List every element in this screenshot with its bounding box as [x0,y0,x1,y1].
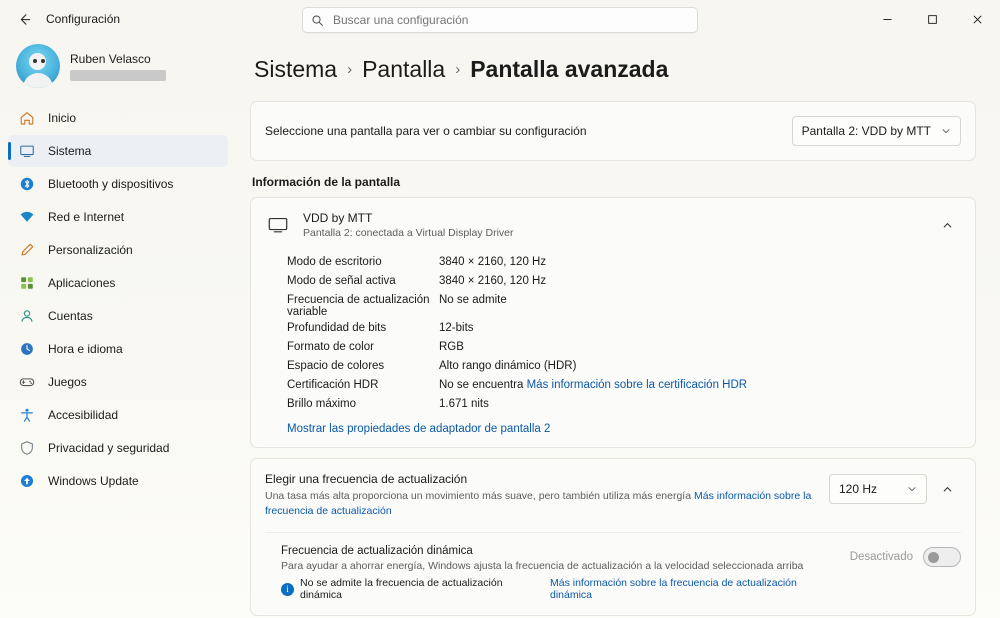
account-email-masked [70,70,166,81]
apps-icon [18,274,36,292]
sidebar-item-label: Inicio [48,111,77,125]
sidebar-item-label: Accesibilidad [48,408,119,422]
detail-value: 3840 × 2160, 120 Hz [439,256,547,268]
window-controls [865,0,1000,38]
display-info-header[interactable] [251,198,975,252]
refresh-rate-learn-more-link[interactable]: Más información sobre la frecuencia de actualización [265,490,812,518]
sidebar-item-privacidad[interactable] [8,432,228,464]
dynamic-refresh-learn-more-link[interactable]: Más información sobre la frecuencia de actualización dinámica [549,577,797,602]
sidebar-item-aplicaciones[interactable] [8,267,228,299]
refresh-rate-row [251,459,975,532]
sidebar-item-label: Privacidad y seguridad [48,441,170,455]
chevron-down-icon [907,484,917,494]
sidebar-item-cuentas[interactable] [8,300,228,332]
sidebar-item-label: Aplicaciones [48,276,116,290]
close-icon [972,14,983,25]
monitor-icon [265,212,291,238]
dynamic-refresh-description: Para ayudar a ahorrar energía, Windows ajusta la frecuencia de actualización a la velocidad seleccionada arriba [281,560,804,573]
dynamic-refresh-toggle[interactable] [923,547,961,567]
arrow-left-icon [17,12,32,27]
detail-row [287,273,961,292]
sidebar-item-label: Windows Update [48,474,139,488]
sidebar-item-label: Cuentas [48,309,93,323]
detail-key: Certificación HDR [287,379,379,391]
dynamic-refresh-rate-row [251,533,975,615]
breadcrumb [250,56,976,83]
sidebar-item-sistema[interactable] [8,135,228,167]
breadcrumb-sistema[interactable]: Sistema [254,56,338,82]
detail-row [287,254,961,273]
sidebar-item-red[interactable] [8,201,228,233]
display-info-details [251,252,975,447]
display-selector-dropdown[interactable] [792,116,961,146]
detail-value: 12-bits [439,322,474,334]
account-name: Ruben Velasco [70,51,151,66]
app-title: Configuración [46,12,121,26]
hdr-certification-link[interactable]: Más información sobre la certificación HDR [526,379,748,391]
page-title: Pantalla avanzada [470,56,669,82]
breadcrumb-separator-icon: › [347,61,353,78]
avatar [16,44,60,88]
detail-key: Modo de escritorio [287,256,382,268]
detail-row [287,358,961,377]
display-selector-value: Pantalla 2: VDD by MTT [801,124,931,138]
detail-key: Formato de color [287,341,374,353]
title-bar [0,0,1000,38]
detail-row [287,320,961,339]
detail-key: Modo de señal activa [287,275,396,287]
display-info-collapse-button[interactable] [933,211,961,239]
sidebar-item-inicio[interactable] [8,102,228,134]
sidebar-item-label: Juegos [48,375,87,389]
display-info-section-title: Información de la pantalla [252,175,401,189]
refresh-rate-title: Elegir una frecuencia de actualización [265,472,468,486]
detail-value: 1.671 nits [439,398,489,410]
adapter-properties-link[interactable]: Mostrar las propiedades de adaptador de pantalla 2 [287,423,551,435]
account-profile[interactable] [8,38,228,102]
detail-value: No se encuentra [439,379,524,391]
gamepad-icon [18,373,36,391]
detail-key: Profundidad de bits [287,322,387,334]
account-icon [18,307,36,325]
detail-row [287,396,961,415]
content-pane [236,38,1000,618]
sidebar-item-bluetooth[interactable] [8,168,228,200]
sidebar-item-juegos[interactable] [8,366,228,398]
sidebar-item-label: Red e Internet [48,210,125,224]
refresh-rate-collapse-button[interactable] [933,475,961,503]
bluetooth-icon [18,175,36,193]
sidebar-item-accesibilidad[interactable] [8,399,228,431]
detail-row [287,292,961,320]
maximize-icon [927,14,938,25]
sidebar-item-label: Hora e idioma [48,342,123,356]
detail-row-hdr [287,377,961,396]
select-display-card [250,101,976,161]
search-box[interactable] [302,7,698,33]
refresh-rate-value: 120 Hz [839,482,878,496]
update-icon [18,472,36,490]
detail-key: Brillo máximo [287,398,357,410]
refresh-rate-card [250,458,976,616]
system-icon [18,142,36,160]
breadcrumb-separator-icon: › [455,61,461,78]
detail-value: 3840 × 2160, 120 Hz [439,275,547,287]
chevron-up-icon [942,220,953,231]
chevron-down-icon [941,126,951,136]
select-display-label: Seleccione una pantalla para ver o cambiar su configuración [265,124,587,138]
breadcrumb-pantalla[interactable]: Pantalla [362,56,446,82]
detail-row [287,339,961,358]
sidebar-item-label: Sistema [48,144,92,158]
dynamic-refresh-note: No se admite la frecuencia de actualización dinámica [300,577,503,602]
network-icon [18,208,36,226]
chevron-up-icon [942,484,953,495]
detail-value: RGB [439,341,464,353]
sidebar-item-windows-update[interactable] [8,465,228,497]
dynamic-refresh-title: Frecuencia de actualización dinámica [281,545,473,558]
minimize-button[interactable] [865,0,910,38]
display-info-card [250,197,976,448]
clock-icon [18,340,36,358]
refresh-rate-dropdown[interactable] [829,474,927,504]
refresh-rate-description: Una tasa más alta proporciona un movimiento más suave, pero también utiliza más energía [265,490,692,502]
info-icon: i [281,583,294,596]
sidebar-item-label: Personalización [48,243,133,257]
sidebar-nav [8,102,228,497]
brush-icon [18,241,36,259]
back-button[interactable] [8,3,40,35]
window-body [0,38,1000,618]
maximize-button[interactable] [910,0,955,38]
detail-value: Alto rango dinámico (HDR) [439,360,577,372]
detail-key: Frecuencia de actualización variable [287,294,430,318]
sidebar-item-hora[interactable] [8,333,228,365]
search-icon [311,14,324,27]
sidebar-item-personalizacion[interactable] [8,234,228,266]
dynamic-refresh-toggle-label: Desactivado [849,551,913,564]
search-input[interactable] [331,12,689,28]
display-device-subtitle: Pantalla 2: conectada a Virtual Display Driver [303,227,514,239]
close-button[interactable] [955,0,1000,38]
shield-icon [18,439,36,457]
home-icon [18,109,36,127]
accessibility-icon [18,406,36,424]
sidebar [0,38,236,618]
toggle-knob [928,552,939,563]
sidebar-item-label: Bluetooth y dispositivos [48,177,174,191]
display-device-name: VDD by MTT [303,211,373,225]
detail-key: Espacio de colores [287,360,385,372]
minimize-icon [882,14,893,25]
detail-value: No se admite [439,294,507,306]
